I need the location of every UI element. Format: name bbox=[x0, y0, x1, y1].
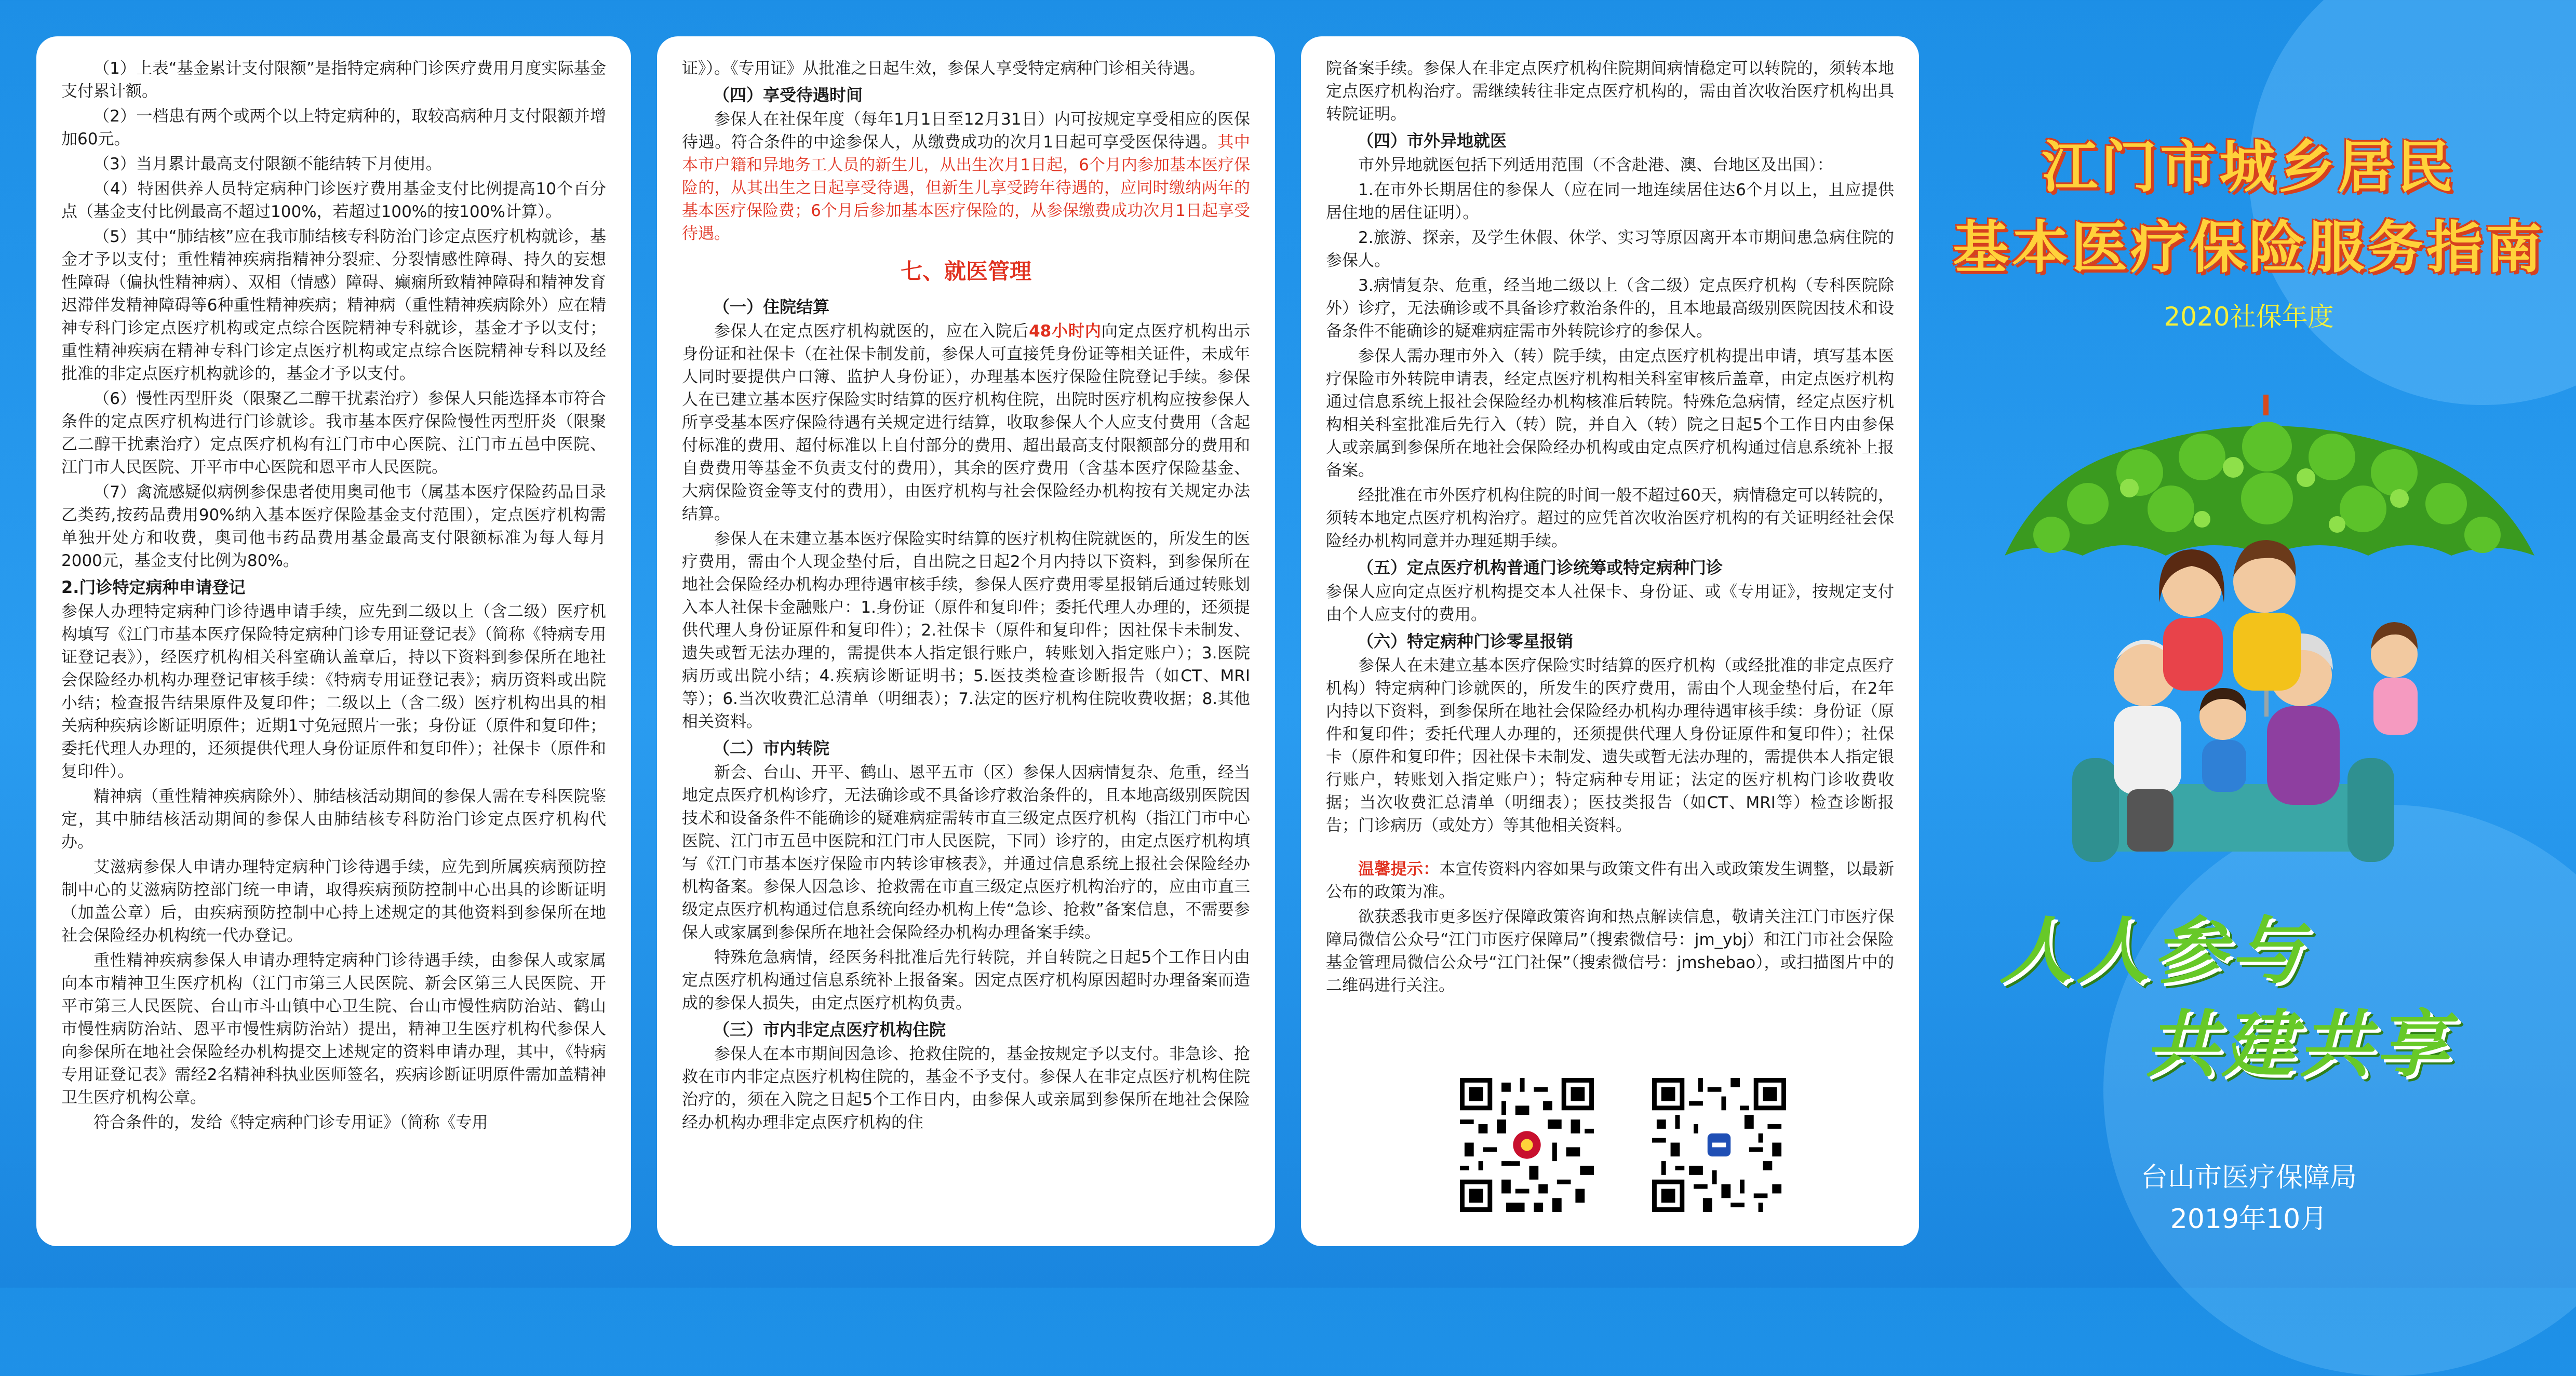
section-heading: （四）享受待遇时间 bbox=[713, 85, 863, 105]
qr-code-row bbox=[1457, 1075, 1820, 1225]
paragraph: （7）禽流感疑似病例参保患者使用奥司他韦（属基本医疗保险药品目录乙类药,按药品费用90%纳入基本医疗保险基金支付范围），定点医疗机构需单独开处方和收费，奥司他韦药品费用基金最高支付限额标准为每人每月2000元，基金支付比例为80%。 bbox=[61, 483, 606, 570]
qr-code-graphic bbox=[1652, 1078, 1786, 1212]
cover-panel bbox=[1922, 0, 2576, 1288]
section-heading: （五）定点医疗机构普通门诊统筹或特定病种门诊 bbox=[1357, 558, 1723, 577]
slogan-line2: 共建共享 bbox=[2145, 1003, 2453, 1087]
publish-date: 2019年10月 bbox=[2170, 1204, 2328, 1235]
highlight-text: 48小时内 bbox=[1029, 322, 1102, 341]
paragraph: 参保人应向定点医疗机构提交本人社保卡、身份证、或《专用证》，按规定支付由个人应支付的费用。 bbox=[1326, 583, 1894, 624]
paragraph: 市外异地就医包括下列适用范围（不含赴港、澳、台地区及出国）： bbox=[1358, 156, 1833, 174]
tip-paragraph bbox=[1326, 858, 1894, 903]
paragraph: 经批准在市外医疗机构住院的时间一般不超过60天，病情稳定可以转院的，须转本地定点医疗机构治疗。超过的应凭首次收治医疗机构的有关证明经社会保险经办机构同意并办理延期手续。 bbox=[1326, 486, 1894, 550]
qr-code-icon[interactable] bbox=[1457, 1075, 1597, 1215]
qr-code-graphic bbox=[1460, 1078, 1594, 1212]
cover-title-line1: 江门市城乡居民 bbox=[2041, 135, 2456, 200]
paragraph: （2）一档患有两个或两个以上特定病种的，取较高病种月支付限额并增加60元。 bbox=[61, 107, 606, 149]
qr-code-icon[interactable] bbox=[1649, 1075, 1789, 1215]
section-heading: （二）市内转院 bbox=[713, 738, 830, 758]
paragraph: 3.病情复杂、危重，经当地二级以上（含二级）定点医疗机构（专科医院除外）诊疗，无法确诊或不具备诊疗救治条件的，且本地最高级别医院因技术和设备条件不能确诊的疑难病症需市外转院诊疗的参保人。 bbox=[1326, 276, 1894, 341]
paragraph: （5）其中“肺结核”应在我市肺结核专科防治门诊定点医疗机构就诊，基金才予以支付；重性精神疾病指精神分裂症、分裂情感性障碍、持久的妄想性障碍（偏执性精神病）、双相（情感）障碍、癫痫所致精神障碍和精神发育迟滞伴发精神障碍等6种重性精神疾病；精神病（重性精神疾病除外）应在精神专科门诊定点医疗机构或定点综合医院精神专科就诊，基金才予以支付；重性精神疾病在精神专科门诊定点医疗机构或定点综合医院精神专科以及经批准的非定点医疗机构就诊的，基金才予以支付。 bbox=[61, 227, 606, 383]
section-heading: （四）市外异地就医 bbox=[1357, 131, 1507, 151]
tip-label: 温馨提示： bbox=[1358, 860, 1440, 879]
paragraph: 欲获悉我市更多医疗保障政策咨询和热点解读信息，敬请关注江门市医疗保障局微信公众号“江门市医疗保障局”（搜索微信号：jm_ybj）和江门市社会保险基金管理局微信公众号“江门社保”（搜索微信号：jmshebao），或扫描图片中的二维码进行关注。 bbox=[1326, 908, 1894, 995]
paragraph-text: 向定点医疗机构出示身份证和社保卡（在社保卡制发前，参保人可直接凭身份证等相关证件，未成年人同时要提供户口簿、监护人身份证），办理基本医疗保险住院登记手续。参保人在已建立基本医疗保险实时结算的医疗机构住院，出院时医疗机构应按参保人所享受基本医疗保险待遇有关规定进行结算，收取参保人个人应支付费用（含起付标准的费用、超付标准以上自付部分的费用、超出最高支付限额部分的费用和自费费用等基金不负责支付的费用），其余的医疗费用（含基本医疗保险基金、大病保险资金等支付的费用），由医疗机构与社会保险经办机构按有关规定办法结算。 bbox=[682, 322, 1251, 523]
highlight-text: 其中本市户籍和异地务工人员的新生儿，从出生次月1日起，6个月内参加基本医疗保险的，从其出生之日起享受待遇，但新生儿享受跨年待遇的，应同时缴纳两年的基本医疗保险费；6个月后参加基本医疗保险的，从参保缴费成功次月1日起享受待遇。 bbox=[682, 133, 1250, 243]
publisher-name: 台山市医疗保障局 bbox=[2140, 1162, 2357, 1193]
cover-year: 2020社保年度 bbox=[2164, 302, 2334, 332]
paragraph: 新会、台山、开平、鹤山、恩平五市（区）参保人因病情复杂、危重，经当地定点医疗机构诊疗，无法确诊或不具备诊疗救治条件的，且本地高级别医院因技术和设备条件不能确诊的疑难病症需转市直三级定点医疗机构（指江门市中心医院、江门市五邑中医院和江门市人民医院，下同）诊疗的，由定点医疗机构填写《江门市基本医疗保险市内转诊审核表》，并通过信息系统上报社会保险经办机构备案。参保人因急诊、抢救需在市直三级定点医疗机构治疗的，应由市直三级定点医疗机构通过信息系统向经办机构上传“急诊、抢救”备案信息，不需要参保人或家属到参保所在地社会保险经办机构办理备案手续。 bbox=[682, 763, 1250, 942]
chapter-title: 七、就医管理 bbox=[900, 259, 1031, 284]
paragraph: 证》）。《专用证》从批准之日起生效，参保人享受特定病种门诊相关待遇。 bbox=[682, 59, 1205, 78]
slogan-line1: 人人参与 bbox=[2000, 909, 2307, 994]
section-heading: 2.门诊特定病种申请登记 bbox=[61, 577, 246, 597]
paragraph: 院备案手续。参保人在非定点医疗机构住院期间病情稳定可以转院的，须转本地定点医疗机构治疗。需继续转往非定点医疗机构的，需由首次收治医疗机构出具转院证明。 bbox=[1326, 59, 1894, 124]
family-umbrella-illustration bbox=[1984, 384, 2555, 903]
tip-text: 本宣传资料内容如果与政策文件有出入或政策发生调整，以最新公布的政策为准。 bbox=[1326, 860, 1894, 901]
paragraph bbox=[682, 320, 1250, 525]
paragraph: （4）特困供养人员特定病种门诊医疗费用基金支付比例提高10个百分点（基金支付比例最高不超过100%，若超过100%的按100%计算）。 bbox=[61, 180, 606, 221]
cover-title-line2: 基本医疗保险服务指南 bbox=[1952, 215, 2545, 280]
section-heading: （六）特定病种门诊零星报销 bbox=[1357, 631, 1574, 651]
panel-middle bbox=[657, 36, 1275, 1246]
paragraph bbox=[682, 108, 1250, 245]
paragraph: 精神病（重性精神疾病除外）、肺结核活动期间的参保人需在专科医院鉴定，其中肺结核活动期间的参保人由肺结核专科防治门诊定点医疗机构代办。 bbox=[61, 787, 606, 852]
paragraph: 重性精神疾病参保人申请办理特定病种门诊待遇手续，由参保人或家属向本市精神卫生医疗机构（江门市第三人民医院、新会区第三人民医院、开平市第三人民医院、台山市斗山镇中心卫生院、台山市慢性病防治站、鹤山市慢性病防治站、恩平市慢性病防治站）提出，精神卫生医疗机构代参保人向参保所在地社会保险经办机构提交上述规定的资料申请办理，其中，《特病专用证登记表》需经2名精神科执业医师签名，疾病诊断证明原件需加盖精神卫生医疗机构公章。 bbox=[61, 951, 606, 1107]
panel-left bbox=[36, 36, 631, 1246]
paragraph: （6）慢性丙型肝炎（限聚乙二醇干扰素治疗）参保人只能选择本市符合条件的定点医疗机构进行门诊就诊。我市基本医疗保险慢性丙型肝炎（限聚乙二醇干扰素治疗）定点医疗机构有江门市中心医院、江门市五邑中医院、江门市人民医院、开平市中心医院和恩平市人民医院。 bbox=[61, 389, 606, 477]
paragraph: 特殊危急病情，经医务科批准后先行转院，并自转院之日起5个工作日内由定点医疗机构通过信息系统补上报备案。因定点医疗机构原因超时办理备案而造成的参保人损失，由定点医疗机构负责。 bbox=[682, 948, 1250, 1013]
paragraph-text: 参保人在社保年度（每年1月1日至12月31日）内可按规定享受相应的医保待遇。符合条件的中途参保人，从缴费成功的次月1日起可享受医保待遇。 bbox=[682, 110, 1250, 152]
paragraph: 参保人需办理市外入（转）院手续，由定点医疗机构提出申请，填写基本医疗保险市外转院申请表，经定点医疗机构相关科室审核后盖章，由定点医疗机构通过信息系统上报社会保险经办机构核准后转院。特殊危急病情，经定点医疗机构相关科室批准后先行入（转）院，并自入（转）院之日起5个工作日内由参保人或亲属到参保所在地社会保险经办机构或由定点医疗机构通过信息系统补上报备案。 bbox=[1326, 347, 1894, 480]
paragraph: 参保人在本市期间因急诊、抢救住院的，基金按规定予以支付。非急诊、抢救在市内非定点医疗机构住院的，基金不予支付。参保人在非定点医疗机构住院治疗的，须在入院之日起5个工作日内，由参保人或亲属到参保所在地社会保险经办机构办理非定点医疗机构的住 bbox=[682, 1045, 1250, 1132]
paragraph: 艾滋病参保人申请办理特定病种门诊待遇手续，应先到所属疾病预防控制中心的艾滋病防控部门统一申请，取得疾病预防控制中心出具的诊断证明（加盖公章）后，由疾病预防控制中心持上述规定的其他资料到参保所在地社会保险经办机构统一代办登记。 bbox=[61, 858, 606, 945]
section-heading: （一）住院结算 bbox=[713, 297, 830, 317]
paragraph: （3）当月累计最高支付限额不能结转下月使用。 bbox=[93, 155, 442, 173]
section-heading: （三）市内非定点医疗机构住院 bbox=[713, 1020, 946, 1040]
paragraph: 1.在市外长期居住的参保人（应在同一地连续居住达6个月以上，且应提供居住地的居住证明）。 bbox=[1326, 181, 1894, 222]
paragraph: 参保人办理特定病种门诊待遇申请手续，应先到二级以上（含二级）医疗机构填写《江门市基本医疗保险特定病种门诊专用证登记表》（简称《特病专用证登记表》），经医疗机构相关科室确认盖章后，持以下资料到参保所在地社会保险经办机构办理登记审核手续：《特病专用证登记表》；病历资料或出院小结；检查报告结果原件及复印件；二级以上（含二级）医疗机构出具的相关病种疾病诊断证明原件；近期1寸免冠照片一张；身份证（原件和复印件；委托代理人办理的，还须提供代理人身份证原件和复印件）；社保卡（原件和复印件）。 bbox=[61, 602, 606, 781]
paragraph: 2.旅游、探亲，及学生休假、休学、实习等原因离开本市期间患急病住院的参保人。 bbox=[1326, 228, 1894, 270]
paragraph: 参保人在未建立基本医疗保险实时结算的医疗机构住院就医的，所发生的医疗费用，需由个人现金垫付后，自出院之日起2个月内持以下资料，到参保所在地社会保险经办机构办理待遇审核手续，参保人医疗费用零星报销后通过转账划入本人社保卡金融账户：1.身份证（原件和复印件；委托代理人办理的，还须提供代理人身份证原件和复印件）；2.社保卡（原件和复印件；因社保卡未制发、遗失或暂无法办理的，需提供本人指定银行账户，转账划入指定账户）；3.医院病历或出院小结；4.疾病诊断证明书；5.医技类检查诊断报告（如CT、MRI等）；6.当次收费汇总清单（明细表）；7.法定的医疗机构住院收费收据；8.其他相关资料。 bbox=[682, 530, 1250, 731]
panel-right bbox=[1301, 36, 1919, 1246]
paragraph: 符合条件的，发给《特定病种门诊专用证》（简称《专用 bbox=[93, 1113, 488, 1132]
paragraph: （1）上表“基金累计支付限额”是指特定病种门诊医疗费用月度实际基金支付累计额。 bbox=[61, 59, 606, 101]
paragraph-text: 参保人在定点医疗机构就医的，应在入院后 bbox=[714, 322, 1029, 341]
paragraph: 参保人在未建立基本医疗保险实时结算的医疗机构（或经批准的非定点医疗机构）特定病种门诊就医的，所发生的医疗费用，需由个人现金垫付后，在2年内持以下资料，到参保所在地社会保险经办机构办理待遇审核手续：身份证（原件和复印件；委托代理人办理的，还须提供代理人身份证原件和复印件）；社保卡（原件和复印件；因社保卡未制发、遗失或暂无法办理的，需提供本人指定银行账户，转账划入指定账户）；特定病种专用证；法定的医疗机构门诊收费收据；当次收费汇总清单（明细表）；医技类报告（如CT、MRI等）检查诊断报告；门诊病历（或处方）等其他相关资料。 bbox=[1326, 656, 1894, 835]
